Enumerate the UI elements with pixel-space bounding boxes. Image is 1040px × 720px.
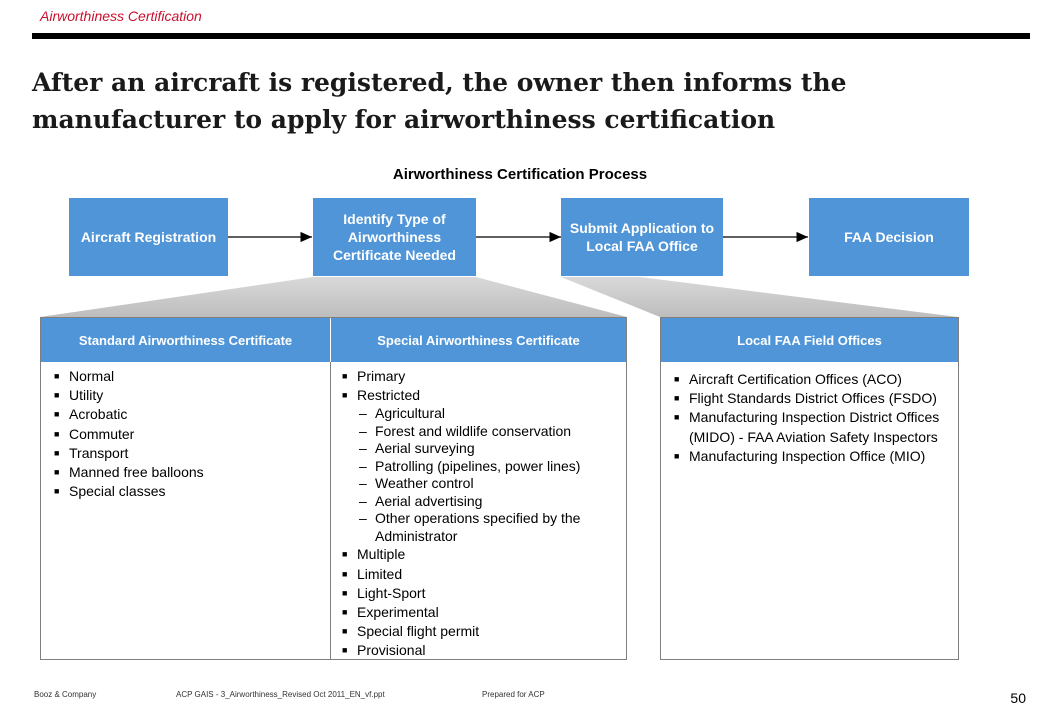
list-item: ■ Normal: [54, 368, 115, 384]
section-label: Airworthiness Certification: [40, 8, 202, 24]
list-item: ■ Provisional: [342, 642, 426, 659]
step-identify-certificate-type: Identify Type of Airworthiness Certificate Needed: [313, 198, 476, 276]
funnel-certificate-types: [40, 277, 627, 317]
footer-file: ACP GAIS - 3_Airworthiness_Revised Oct 2011_EN_vf.ppt: [176, 690, 385, 699]
sub-list-item: – Forest and wildlife conservation: [359, 422, 572, 439]
list-item: ■ Aircraft Certification Offices (ACO): [674, 371, 902, 387]
list-item: ■ Restricted – Agricultural – Forest and wildlife conservation – Aerial surveying – Patrolling (pipelines, power lines) – Weather control – Aerial advertising – Other operations specified by the Administrator: [339, 386, 618, 545]
step-faa-decision: FAA Decision: [809, 198, 969, 276]
sub-list-item: – Aerial advertising: [359, 492, 483, 509]
field-offices-heading: Local FAA Field Offices: [661, 318, 958, 362]
list-item: ■ Limited: [342, 565, 403, 582]
special-certificate-list: [339, 367, 618, 661]
list-item: ■ Special classes: [54, 483, 166, 500]
list-item: ■ Flight Standards District Offices (FSDO): [674, 390, 937, 407]
certificate-types-table: [40, 317, 627, 660]
footer-company: Booz & Company: [34, 690, 97, 699]
list-item: ■ Manufacturing Inspection Office (MIO): [674, 447, 926, 464]
step-submit-application: Submit Application to Local FAA Office: [561, 198, 723, 276]
list-item: ■ Experimental: [342, 604, 439, 621]
list-item: ■ Manned free balloons: [54, 464, 204, 481]
list-item: ■ Special flight permit: [342, 623, 480, 640]
list-item: ■ Commuter: [54, 425, 135, 442]
list-item: ■ Primary: [342, 368, 406, 384]
restricted-sublist: [357, 405, 618, 545]
standard-certificate-list: [51, 367, 330, 501]
list-item: ■ Acrobatic: [54, 406, 128, 423]
sub-list-item: – Weather control: [359, 475, 474, 492]
standard-certificate-column: [41, 362, 331, 659]
headline-line-1: After an aircraft is registered, the owner then informs the: [32, 68, 847, 97]
sub-list-item: – Other operations specified by the Administrator: [359, 510, 581, 544]
field-offices-table: [660, 317, 959, 660]
footer-prepared: Prepared for ACP: [482, 690, 545, 699]
field-offices-body: [661, 362, 958, 466]
sub-list-item: – Aerial surveying: [359, 440, 475, 457]
list-item: ■ Manufacturing Inspection District Offices (MIDO) - FAA Aviation Safety Inspectors: [674, 409, 940, 445]
process-title: Airworthiness Certification Process: [392, 166, 648, 183]
standard-certificate-heading: Standard Airworthiness Certificate: [41, 318, 331, 362]
funnel-field-offices: [561, 277, 958, 317]
list-item: ■ Multiple: [342, 546, 406, 563]
special-certificate-heading: Special Airworthiness Certificate: [331, 318, 626, 362]
list-item: ■ Light-Sport: [342, 584, 426, 601]
sub-list-item: – Patrolling (pipelines, power lines): [359, 457, 581, 474]
certificate-table-header: [41, 318, 626, 362]
field-offices-list: [671, 370, 950, 466]
special-certificate-column: [331, 362, 626, 659]
page-number: 50: [1010, 690, 1026, 706]
headline-line-2: manufacturer to apply for airworthiness certification: [32, 105, 776, 134]
sub-list-item: – Agricultural: [359, 405, 446, 422]
list-item: ■ Transport: [54, 444, 129, 461]
list-item: ■ Utility: [54, 387, 104, 404]
step-aircraft-registration: Aircraft Registration: [69, 198, 228, 276]
